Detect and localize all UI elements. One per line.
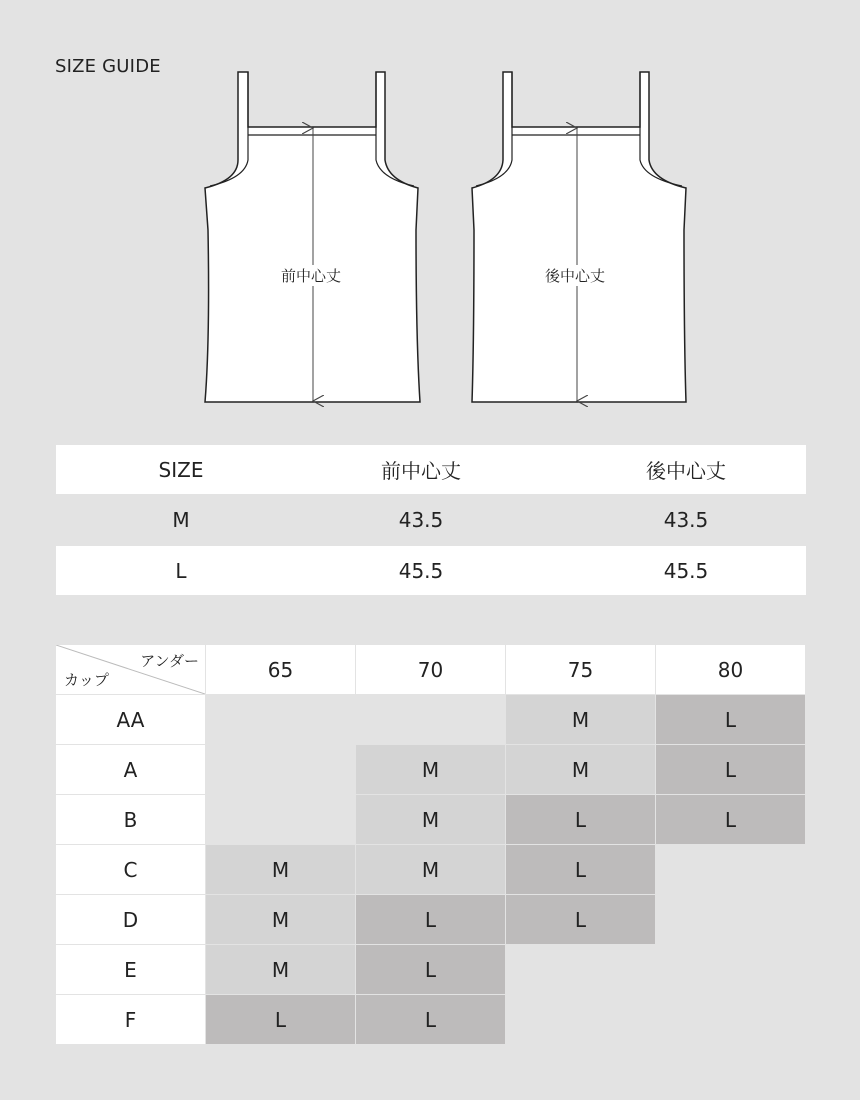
size-cell: M [172, 507, 190, 532]
cup-label: カップ [64, 671, 109, 689]
cup-row-label: F [56, 995, 205, 1044]
size-cell-m: M [356, 845, 505, 894]
size-cell-m: M [356, 795, 505, 844]
size-cell-l: L [356, 995, 505, 1044]
cup-row-label: B [56, 795, 205, 844]
size-cell-m: M [206, 945, 355, 994]
back-length-label: 後中心丈 [545, 267, 606, 285]
size-header: SIZE [158, 457, 204, 482]
table-row [56, 546, 806, 595]
size-cell: L [175, 558, 187, 583]
back-camisole-icon [472, 72, 686, 402]
under-header-65: 65 [206, 645, 355, 694]
size-cell-m: M [356, 745, 505, 794]
size-cell-l: L [506, 845, 655, 894]
size-table-header [56, 445, 806, 494]
garment-illustrations [0, 0, 860, 430]
front-camisole-icon [205, 72, 420, 402]
cup-row-label: A [56, 745, 205, 794]
cup-row-label: D [56, 895, 205, 944]
cup-row-label: E [56, 945, 205, 994]
size-cell-l: L [506, 795, 655, 844]
cup-row-label: C [56, 845, 205, 894]
size-cell-m: M [506, 745, 655, 794]
corner-cell [56, 645, 205, 694]
size-cell-m: M [506, 695, 655, 744]
front-length-header: 前中心丈 [381, 459, 461, 483]
size-cell-m: M [206, 845, 355, 894]
page-title: SIZE GUIDE [55, 56, 161, 77]
back-length-cell: 45.5 [663, 558, 709, 583]
under-header-75: 75 [506, 645, 655, 694]
under-header-80: 80 [656, 645, 805, 694]
table-row [56, 495, 806, 544]
size-cell-m: M [206, 895, 355, 944]
size-cell-l: L [356, 895, 505, 944]
size-cell-l: L [206, 995, 355, 1044]
size-cell-l: L [656, 745, 805, 794]
cup-row-label: AA [56, 695, 205, 744]
under-header-70: 70 [356, 645, 505, 694]
size-cell-l: L [656, 795, 805, 844]
front-length-label: 前中心丈 [281, 267, 342, 285]
front-length-cell: 43.5 [398, 507, 444, 532]
back-length-header: 後中心丈 [646, 459, 726, 483]
front-length-cell: 45.5 [398, 558, 444, 583]
back-length-cell: 43.5 [663, 507, 709, 532]
size-cell-l: L [506, 895, 655, 944]
under-label: アンダー [140, 652, 199, 670]
size-cell-l: L [656, 695, 805, 744]
size-cell-l: L [356, 945, 505, 994]
